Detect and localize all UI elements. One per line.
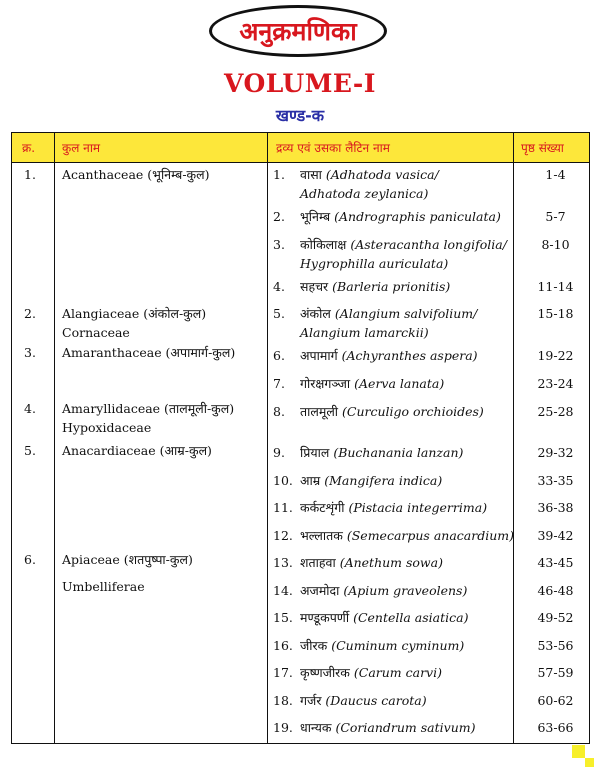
family-number: 3.: [24, 345, 36, 360]
page-range: 57-59: [537, 665, 574, 680]
drug-number: 19.: [273, 720, 293, 735]
family-number: 5.: [24, 443, 36, 458]
drug-number: 5.: [273, 306, 285, 321]
drug-name: गर्जर: [300, 693, 322, 708]
drug-latin-name: (Carum carvi): [353, 665, 442, 680]
drug-number: 10.: [273, 473, 293, 488]
page-range: 46-48: [537, 583, 574, 598]
drug-latin-name: (Centella asiatica): [353, 610, 469, 625]
drug-entry: [300, 236, 507, 253]
drug-name: अपामार्ग: [300, 348, 338, 363]
drug-number: 6.: [273, 348, 285, 363]
drug-name: आम्र: [300, 473, 321, 488]
header-drug: द्रव्य एवं उसका लैटिन नाम: [276, 141, 390, 155]
drug-latin-name: (Anethum sowa): [339, 555, 443, 570]
drug-number: 18.: [273, 693, 293, 708]
drug-latin-name: (Alangium salvifolium/: [334, 306, 478, 321]
family-number: 2.: [24, 306, 36, 321]
page-range: 36-38: [537, 500, 574, 515]
page-title: अनुक्रमणिका: [209, 5, 387, 57]
family-name: Anacardiaceae (आम्र-कुल): [62, 443, 212, 458]
drug-number: 14.: [273, 583, 293, 598]
drug-name: कृष्णजीरक: [300, 665, 350, 680]
drug-name: अंकोल: [300, 306, 331, 321]
drug-number: 15.: [273, 610, 293, 625]
family-alt-name: Cornaceae: [62, 325, 130, 340]
drug-name: जीरक: [300, 638, 328, 653]
drug-latin-name: (Asteracantha longifolia/: [350, 237, 507, 252]
header-family: कुल नाम: [62, 141, 101, 155]
drug-number: 12.: [273, 528, 293, 543]
corner-mark: [585, 758, 594, 767]
drug-entry: [300, 499, 487, 516]
drug-entry: [300, 554, 443, 571]
family-number: 6.: [24, 552, 36, 567]
volume-heading: VOLUME-I: [223, 69, 376, 98]
drug-name: भूनिम्ब: [300, 209, 331, 224]
drug-number: 13.: [273, 555, 293, 570]
drug-latin-name: (Semecarpus anacardium): [346, 528, 514, 543]
page-range: 11-14: [537, 279, 574, 294]
drug-latin-name-cont: Alangium lamarckii): [300, 325, 429, 340]
page-range: 33-35: [537, 473, 574, 488]
corner-mark: [572, 745, 585, 758]
family-alt-name: Hypoxidaceae: [62, 420, 152, 435]
page-range: 1-4: [545, 167, 566, 182]
drug-name: भल्लातक: [300, 528, 343, 543]
page-range: 53-56: [537, 638, 574, 653]
family-name: Acanthaceae (भूनिम्ब-कुल): [62, 167, 210, 182]
drug-entry: [300, 375, 444, 392]
drug-latin-name: (Apium graveolens): [343, 583, 468, 598]
drug-number: 1.: [273, 167, 285, 182]
drug-name: धान्यक: [300, 720, 332, 735]
page-range: 43-45: [537, 555, 574, 570]
page-range: 23-24: [537, 376, 574, 391]
drug-entry: [300, 278, 450, 295]
drug-number: 16.: [273, 638, 293, 653]
drug-entry: [300, 403, 484, 420]
page-range: 8-10: [541, 237, 570, 252]
drug-name: सहचर: [300, 279, 329, 294]
family-name: Amaryllidaceae (तालमूली-कुल): [62, 401, 235, 416]
drug-latin-name: (Daucus carota): [325, 693, 427, 708]
drug-entry: [300, 347, 478, 364]
drug-name: प्रियाल: [300, 445, 330, 460]
drug-entry: [300, 472, 442, 489]
drug-entry: [300, 692, 427, 709]
drug-number: 17.: [273, 665, 293, 680]
drug-name: गोरक्षगञ्जा: [300, 376, 351, 391]
drug-latin-name: (Pistacia integerrima): [348, 500, 488, 515]
section-heading: खण्ड-क: [275, 106, 325, 125]
page-range: 15-18: [537, 306, 574, 321]
family-name: Amaranthaceae (अपामार्ग-कुल): [62, 345, 236, 360]
drug-number: 7.: [273, 376, 285, 391]
header-sno: क्र.: [22, 141, 36, 155]
page-range: 60-62: [537, 693, 574, 708]
page-range: 25-28: [537, 404, 574, 419]
drug-name: वासा: [300, 167, 322, 182]
family-name: Alangiaceae (अंकोल-कुल): [62, 306, 207, 321]
header-page: पृष्ठ संख्या: [521, 141, 564, 155]
index-table: [11, 132, 590, 744]
drug-entry: [300, 609, 468, 626]
drug-name: कर्कटशृंगी: [300, 500, 345, 515]
drug-entry: [300, 208, 501, 225]
column-divider: [54, 133, 55, 743]
page-range: 49-52: [537, 610, 574, 625]
drug-entry: [300, 444, 463, 461]
family-alt-name: Umbelliferae: [62, 579, 145, 594]
drug-latin-name: (Barleria prionitis): [332, 279, 451, 294]
page-range: 39-42: [537, 528, 574, 543]
page-range: 5-7: [545, 209, 566, 224]
drug-latin-name: (Andrographis paniculata): [334, 209, 501, 224]
drug-number: 3.: [273, 237, 285, 252]
drug-entry: [300, 637, 464, 654]
drug-number: 9.: [273, 445, 285, 460]
drug-entry: [300, 582, 467, 599]
drug-latin-name: (Cuminum cyminum): [331, 638, 465, 653]
drug-entry: [300, 664, 442, 681]
drug-latin-name: (Curculigo orchioides): [342, 404, 484, 419]
drug-latin-name-cont: Hygrophilla auriculata): [300, 256, 449, 271]
drug-name: शताहवा: [300, 555, 336, 570]
drug-name: कोकिलाक्ष: [300, 237, 347, 252]
drug-entry: [300, 166, 439, 183]
drug-name: तालमूली: [300, 404, 339, 419]
drug-entry: [300, 305, 477, 322]
drug-number: 2.: [273, 209, 285, 224]
family-number: 1.: [24, 167, 36, 182]
family-name: Apiaceae (शतपुष्पा-कुल): [62, 552, 193, 567]
drug-name: मण्डूकपर्णी: [300, 610, 350, 625]
drug-latin-name: (Buchanania lanzan): [333, 445, 464, 460]
column-divider: [513, 133, 514, 743]
drug-number: 11.: [273, 500, 293, 515]
family-number: 4.: [24, 401, 36, 416]
drug-latin-name: (Coriandrum sativum): [335, 720, 476, 735]
column-divider: [267, 133, 268, 743]
drug-entry: [300, 719, 475, 736]
drug-latin-name: (Mangifera indica): [324, 473, 443, 488]
page-range: 63-66: [537, 720, 574, 735]
drug-number: 4.: [273, 279, 285, 294]
drug-latin-name: (Achyranthes aspera): [341, 348, 478, 363]
drug-latin-name: (Adhatoda vasica/: [325, 167, 439, 182]
drug-latin-name: (Aerva lanata): [354, 376, 445, 391]
drug-latin-name-cont: Adhatoda zeylanica): [300, 186, 429, 201]
page-range: 29-32: [537, 445, 574, 460]
drug-entry: [300, 527, 514, 544]
drug-name: अजमोदा: [300, 583, 340, 598]
page-range: 19-22: [537, 348, 574, 363]
drug-number: 8.: [273, 404, 285, 419]
